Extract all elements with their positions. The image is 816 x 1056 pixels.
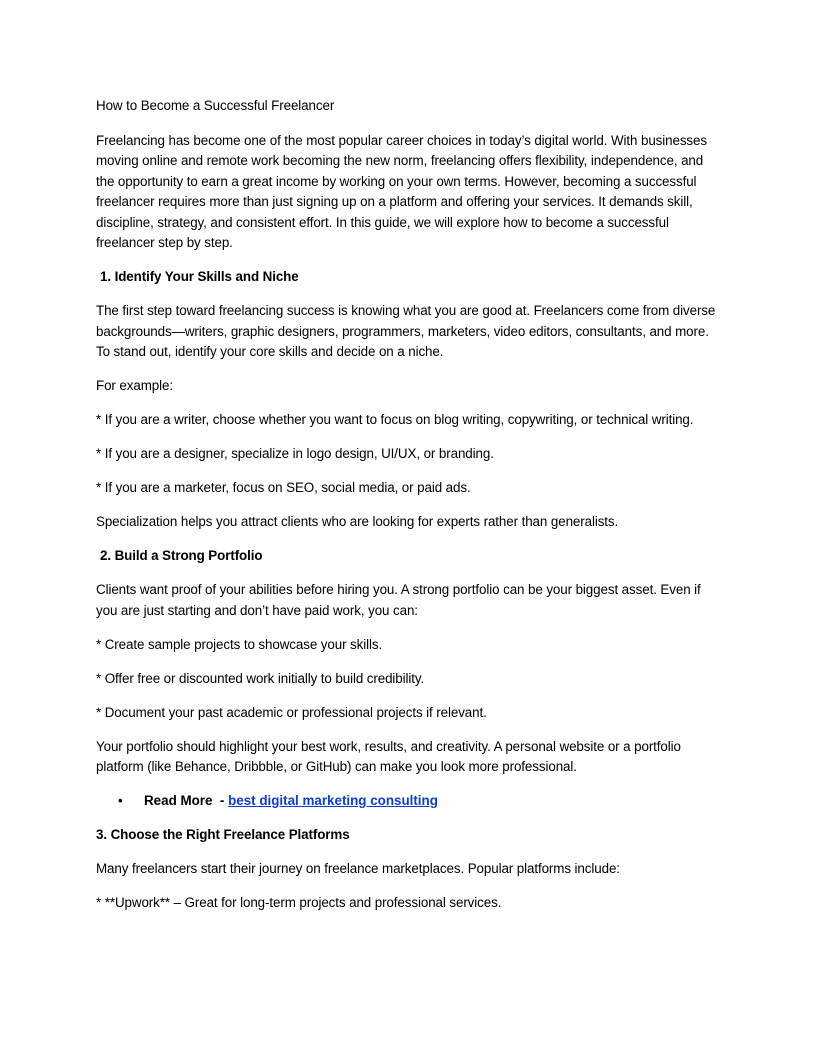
section2-paragraph-2: Your portfolio should highlight your best work, results, and creativity. A personal website or a portfolio platform (like Behance, Dribbble, or GitHub) can make you look more professional. (96, 738, 681, 774)
section3-list-item-1: * **Upwork** – Great for long-term projects and professional services. (96, 895, 502, 910)
section1-heading: 1. Identify Your Skills and Niche (100, 269, 299, 284)
section3-paragraph-1: Many freelancers start their journey on freelance marketplaces. Popular platforms include: (96, 861, 620, 876)
read-more-link[interactable]: best digital marketing consulting (228, 793, 438, 808)
section1-paragraph-2: For example: (96, 378, 173, 393)
read-more-item (96, 791, 720, 812)
section2-list-item-1: * Create sample projects to showcase your skills. (96, 636, 383, 652)
section2-list-item-3: * Document your past academic or professional projects if relevant. (96, 704, 487, 720)
section1-list-item-3: * If you are a marketer, focus on SEO, social media, or paid ads. (96, 480, 471, 495)
document-title: How to Become a Successful Freelancer (96, 98, 335, 113)
section1-paragraph-3: Specialization helps you attract clients who are looking for experts rather than generalists. (96, 514, 619, 529)
bullet-icon: • (118, 793, 123, 808)
section2-paragraph-1: Clients want proof of your abilities before hiring you. A strong portfolio can be your biggest asset. Even if you are just starting and don’t have paid work, you can: (96, 582, 701, 618)
section2-heading: 2. Build a Strong Portfolio (100, 548, 263, 563)
section1-list-item-2: * If you are a designer, specialize in logo design, UI/UX, or branding. (96, 446, 494, 461)
section1-list-item-1: * If you are a writer, choose whether you want to focus on blog writing, copywriting, or technical writing. (96, 412, 694, 427)
section1-paragraph-1: The first step toward freelancing success is knowing what you are good at. Freelancers come from diverse backgrounds—writers, graphic designers, programmers, marketers, video editors, consultants, and more. To stand out, identify your core skills and decide on a niche. (96, 303, 716, 359)
section3-heading: 3. Choose the Right Freelance Platforms (96, 827, 350, 842)
intro-paragraph: Freelancing has become one of the most popular career choices in today’s digital world. With businesses moving online and remote work becoming the new norm, freelancing offers flexibility, independence, and the opportunity to earn a great income by working on your own terms. However, becoming a successful freelancer requires more than just signing up on a platform and offering your services. It demands skill, discipline, strategy, and consistent effort. In this guide, we will explore how to become a successful freelancer step by step. (96, 132, 707, 250)
section2-list-item-2: * Offer free or discounted work initially to build credibility. (96, 670, 425, 686)
read-more-label: Read More - (144, 793, 229, 808)
